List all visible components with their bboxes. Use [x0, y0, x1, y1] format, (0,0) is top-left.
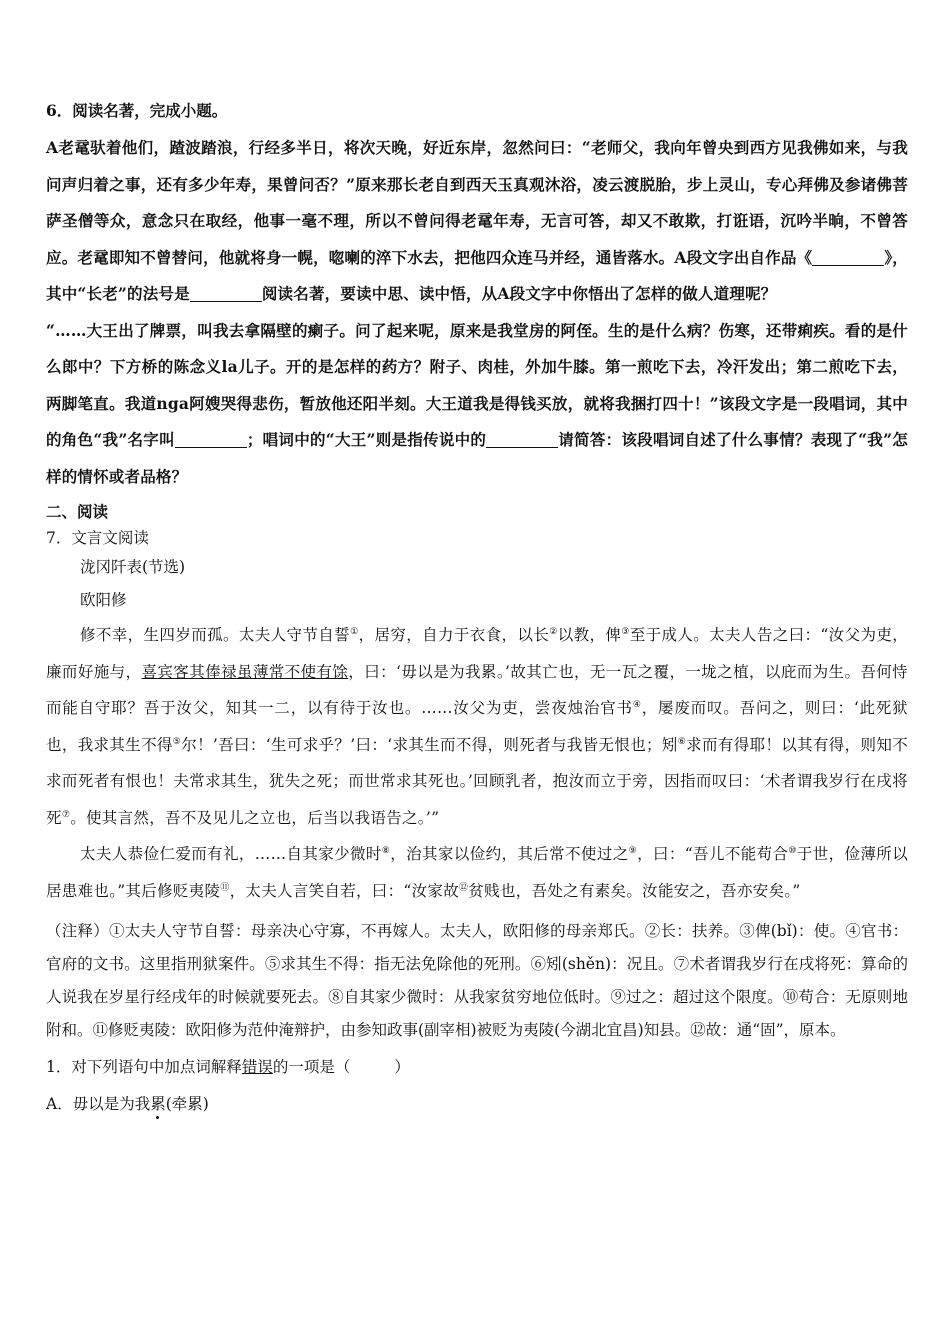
footnote-ref-9: ⑨: [628, 845, 638, 856]
footnote-ref-3: ③: [621, 626, 630, 637]
section-heading-reading: 二、阅读: [46, 502, 109, 521]
footnote-ref-4: ④: [632, 699, 642, 710]
footnote-ref-7: ⑦: [61, 809, 71, 820]
annotation-notes: （注释）①太夫人守节自誓：母亲决心守寡，不再嫁人。太夫人，欧阳修的母亲郑氏。②长：扶养。③俾(bǐ)：使。④官书：官府的文书。这里指刑狱案件。⑤求其生不得：指无法免除他的死刑。⑥矧(shěn)：况且。⑦术者谓我岁行在戌将死：算命的人说我在岁星行经戌年的时候就要死去。⑧自其家少微时：从我家贫穷地位低时。⑨过之：超过这个限度。⑩苟合：无原则地附和。⑪修贬夷陵：欧阳修为范仲淹辩护，由参知政事(副宰相)被贬为夷陵(今湖北宜昌)知县。⑫故：通“固”，原本。: [46, 922, 908, 1039]
footnote-ref-5: ⑤: [172, 736, 182, 747]
footnote-ref-6: ⑥: [677, 736, 687, 747]
article-title: 泷冈阡表(节选): [80, 558, 186, 576]
question-7-title: 7．文言文阅读: [46, 529, 149, 547]
article-paragraph-2: 太夫人恭俭仁爱而有礼，……自其家少微时⑧，治其家以俭约，其后常不使过之⑨，曰：“吾儿不能苟合⑩于世，俭薄所以居患难也。”其后修贬夷陵⑪，太夫人言笑自若，曰：“汝家故⑫贫贱也，吾处之有素矣。汝能安之，吾亦安矣。”: [46, 845, 908, 900]
answer-blank-king-identity[interactable]: [486, 429, 558, 448]
document-page: [46, 96, 908, 1121]
question-6-passage-a: A老鼋驮着他们，蹅波踏浪，行经多半日，将次天晚，好近东岸，忽然问曰：“老师父，我向年曾央到西方见我佛如来，与我问声归着之事，还有多少年寿，果曾问否？”原来那长老自到西天玉真观沐浴，凌云渡脱胎，步上灵山，专心拜佛及参诸佛菩萨圣僧等众，意念只在取经，他事一毫不理，所以不曾问得老鼋年寿，无言可答，却又不敢欺，打诳语，沉吟半晌，不曾答应。老鼋即知不曾替问，他就将身一幌，唿喇的淬下水去，把他四众连马并经，通皆落水。A段文字出自作品《 》，其中“长老”的法号是 阅读名著，要读中思、读中悟，从A段文字中你悟出了怎样的做人道理呢？: [46, 138, 908, 303]
footnote-ref-11: ⑪: [220, 882, 230, 893]
footnote-ref-2: ②: [549, 626, 558, 637]
answer-blank-character-name[interactable]: [175, 429, 247, 448]
sub-question-1: 1．对下列语句中加点词解释错误的一项是（ ）: [46, 1058, 410, 1076]
question-6-passage-b: “……大王出了牌票，叫我去拿隔壁的瘌子。问了起来呢，原来是我堂房的阿侄。生的是什么病？伤寒，还带痢疾。看的是什么郎中？下方桥的陈念义la儿子。开的是怎样的药方？附子、肉桂，外加牛膝。第一煎吃下去，冷汗发出；第二煎吃下去，两脚笔直。我道nga阿嫂哭得悲伤，暂放他还阳半刻。大王道我是得钱买放，就将我捆打四十！”该段文字是一段唱词，其中的角色“我”名字叫 ；唱词中的“大王”则是指传说中的 请简答：该段唱词自述了什么事情？表现了“我”怎样的情怀或者品格？: [46, 320, 908, 486]
underlined-sentence: 喜宾客其俸禄虽薄常不使有馀: [141, 662, 349, 681]
answer-blank-work-title[interactable]: [812, 247, 884, 266]
footnote-ref-12: ⑫: [459, 882, 469, 893]
question-6-title: 6．阅读名著，完成小题。: [46, 101, 228, 120]
emphasis-wrong: 错误: [241, 1058, 273, 1076]
dotted-word: 累: [150, 1095, 166, 1113]
footnote-ref-10: ⑩: [788, 845, 797, 856]
footnote-ref-1: ①: [350, 626, 359, 637]
footnote-ref-8: ⑧: [381, 845, 391, 856]
option-a[interactable]: A．毋以是为我累(牵累): [46, 1095, 209, 1113]
article-author: 欧阳修: [80, 591, 127, 609]
article-paragraph-1: 修不幸，生四岁而孤。太夫人守节自誓①，居穷，自力于衣食，以长②以教，俾③至于成人。太夫人告之曰：“汝父为吏，廉而好施与，喜宾客其俸禄虽薄常不使有馀，曰：‘毋以是为我累。’故其亡也，无一瓦之覆，一垅之植，以庇而为生。吾何恃而能自守耶？吾于汝父，知其一二，以有待于汝也。……汝父为吏，尝夜烛治官书④，屡废而叹。吾问之，则曰：‘此死狱也，我求其生不得⑤尔！’吾曰：‘生可求乎？’曰：‘求其生而不得，则死者与我皆无恨也；矧⑥求而有得耶！以其有得，则知不求而死者有恨也！夫常求其生，犹失之死；而世常求其死也。’回顾乳者，抱汝而立于旁，因指而叹曰：‘术者谓我岁行在戌将死⑦。使其言然，吾不及见儿之立也，后当以我语告之。’”: [46, 626, 909, 827]
answer-blank-elder-name[interactable]: [190, 283, 262, 302]
